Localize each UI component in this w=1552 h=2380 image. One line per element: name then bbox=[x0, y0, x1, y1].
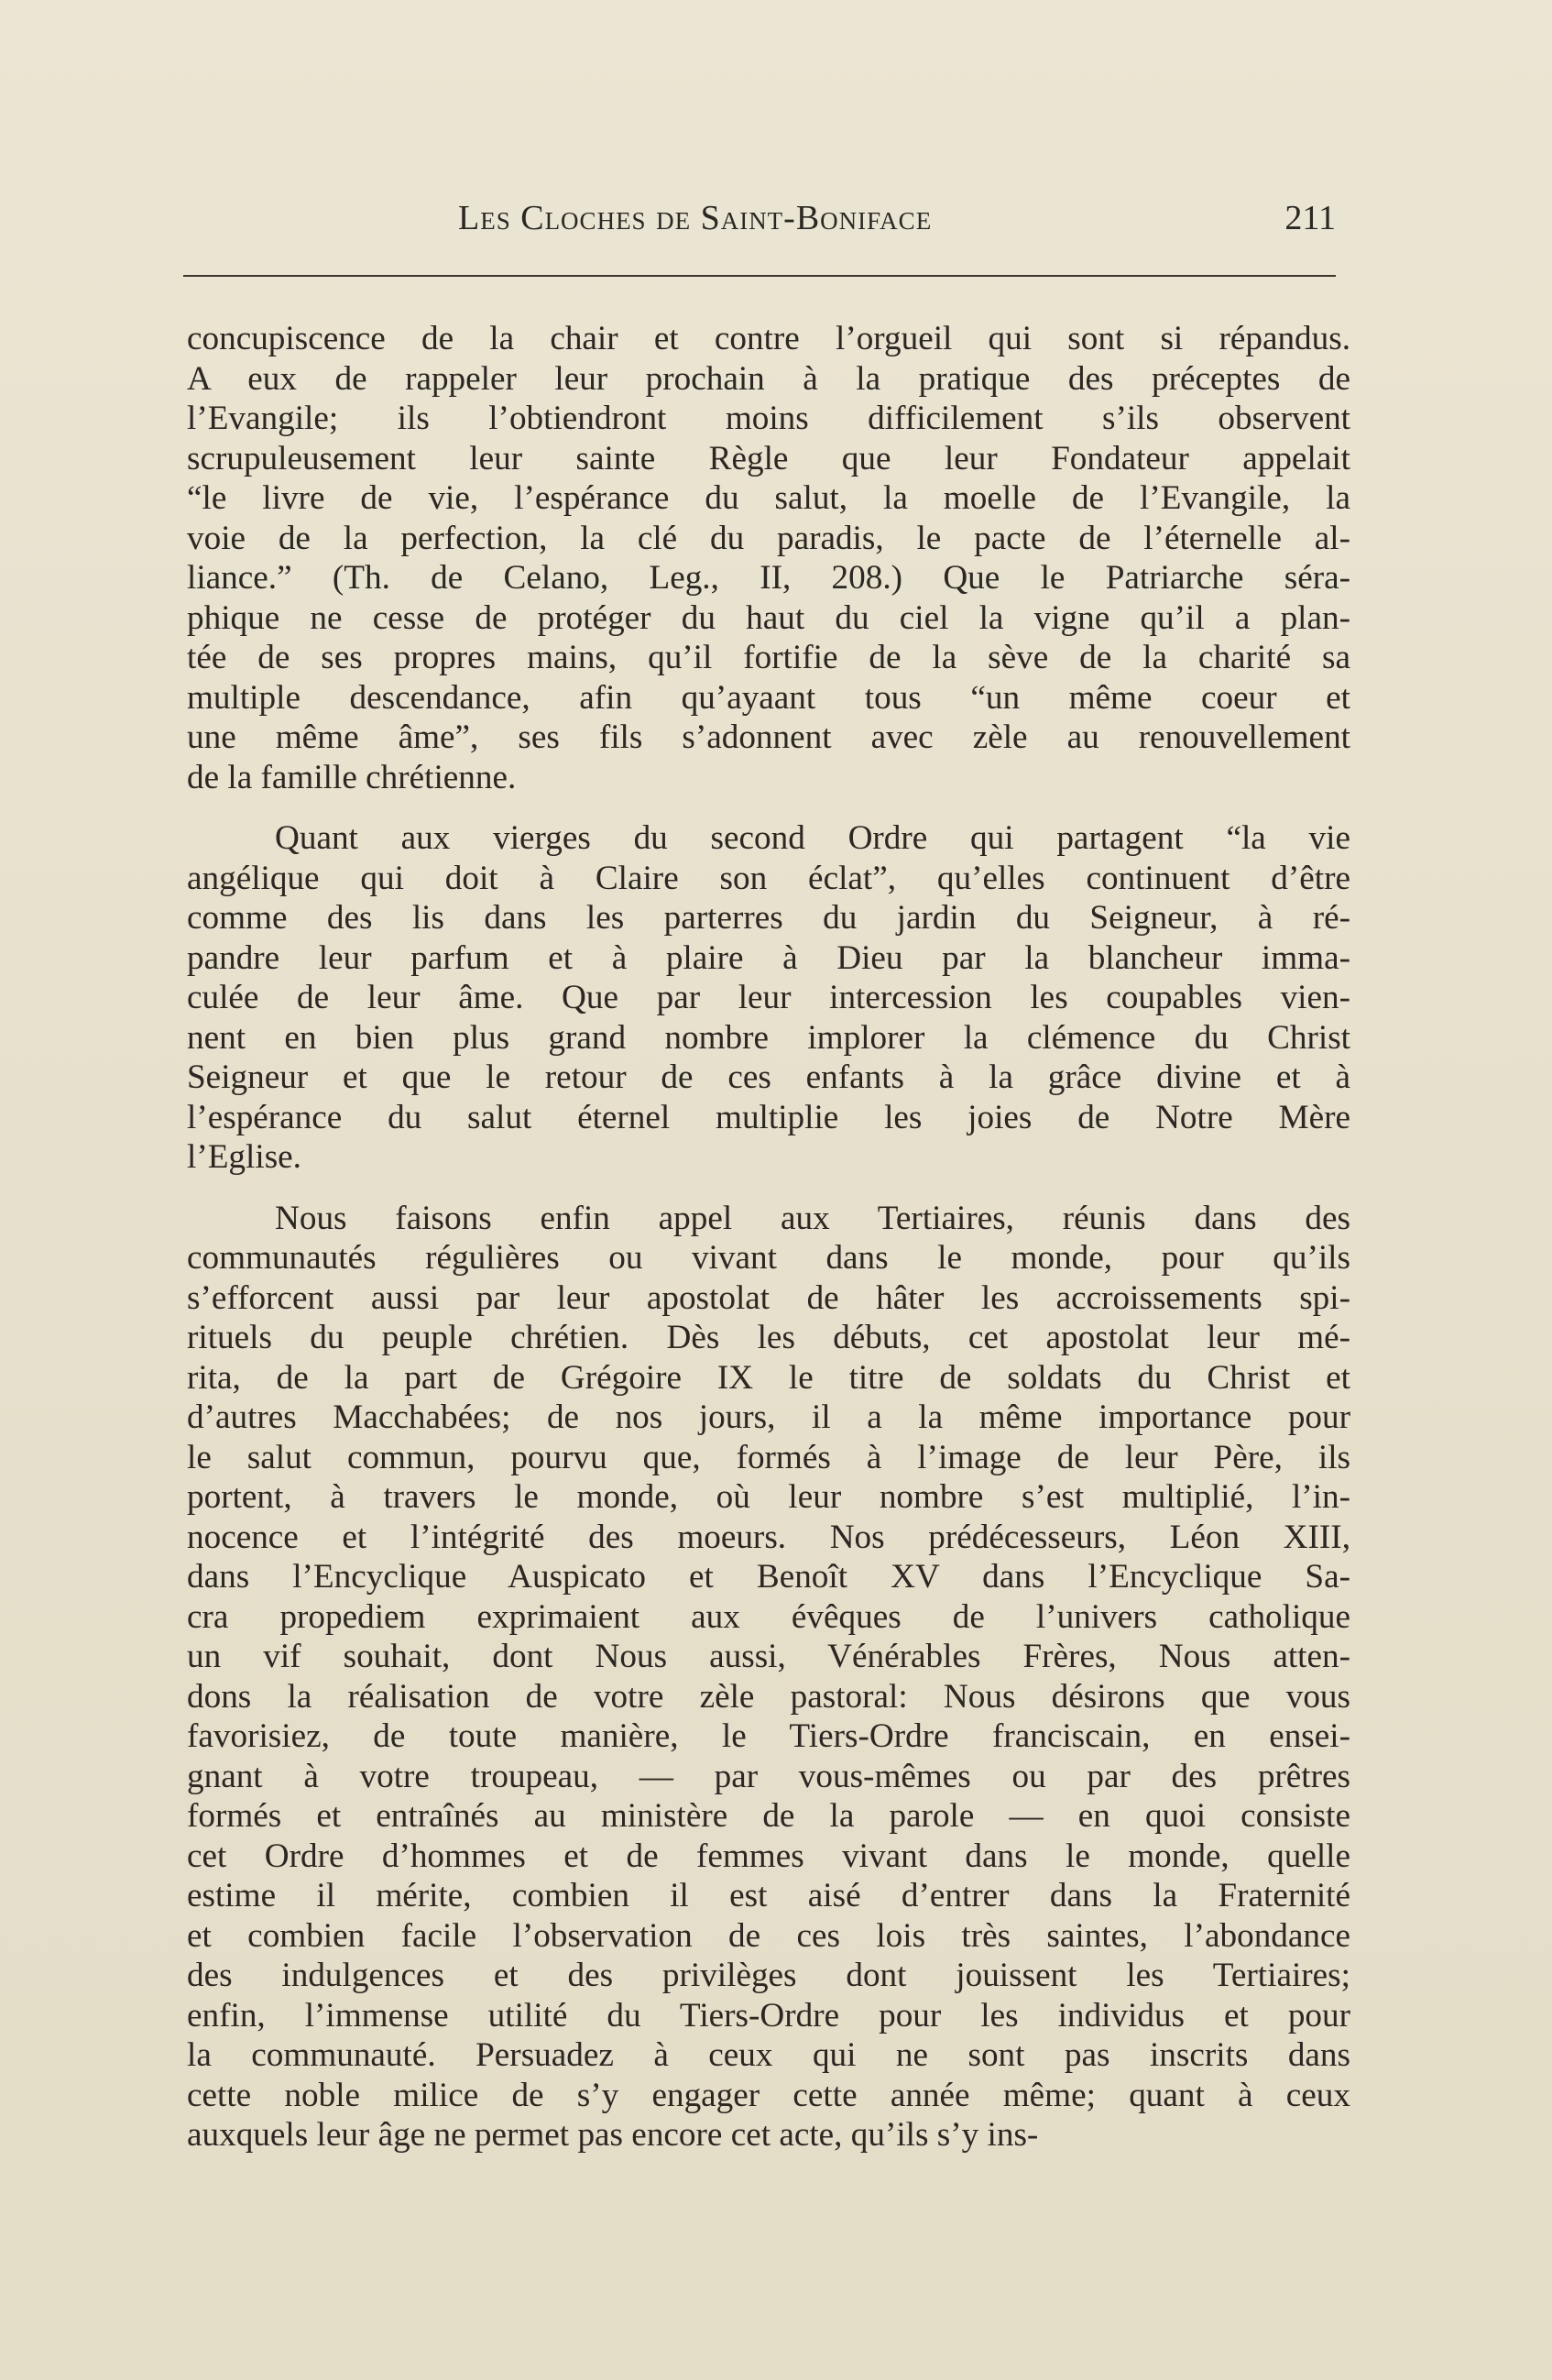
text-line: rita, de la part de Grégoire IX le titre de soldats du Christ et bbox=[187, 1358, 1350, 1397]
text-line: formés et entraînés au ministère de la parole — en quoi consiste bbox=[187, 1797, 1350, 1835]
text-line: un vif souhait, dont Nous aussi, Vénérables Frères, Nous atten- bbox=[187, 1638, 1350, 1675]
text-line: comme des lis dans les parterres du jardin du Seigneur, à ré- bbox=[187, 899, 1350, 937]
text-line: portent, à travers le monde, où leur nombre s’est multiplié, l’in- bbox=[187, 1478, 1350, 1516]
text-line: dons la réalisation de votre zèle pastoral: Nous désirons que vous bbox=[187, 1677, 1350, 1716]
text-line: rituels du peuple chrétien. Dès les débuts, cet apostolat leur mé- bbox=[187, 1319, 1350, 1356]
text-line: le salut commun, pourvu que, formés à l’image de leur Père, ils bbox=[187, 1438, 1350, 1476]
text-line: pandre leur parfum et à plaire à Dieu par la blancheur imma- bbox=[187, 938, 1350, 977]
text-line: favorisiez, de toute manière, le Tiers-Ordre franciscain, en ensei- bbox=[187, 1717, 1350, 1755]
text-line: cet Ordre d’hommes et de femmes vivant dans le monde, quelle bbox=[187, 1837, 1350, 1875]
text-line: Quant aux vierges du second Ordre qui partagent “la vie bbox=[275, 819, 1350, 857]
text-line: communautés régulières ou vivant dans le monde, pour qu’ils bbox=[187, 1239, 1350, 1277]
text-line: cette noble milice de s’y engager cette année même; quant à ceux bbox=[187, 2076, 1350, 2114]
text-line: multiple descendance, afin qu’ayaant tous “un même coeur et bbox=[187, 678, 1350, 717]
text-line: enfin, l’immense utilité du Tiers-Ordre pour les individus et pour bbox=[187, 1996, 1350, 2035]
text-line: liance.” (Th. de Celano, Leg., II, 208.) Que le Patriarche séra- bbox=[187, 559, 1350, 597]
page-header bbox=[183, 194, 1336, 249]
text-line: Seigneur et que le retour de ces enfants à la grâce divine et à bbox=[187, 1058, 1350, 1096]
text-line: d’autres Macchabées; de nos jours, il a la même importance pour bbox=[187, 1398, 1350, 1436]
text-line: la communauté. Persuadez à ceux qui ne sont pas inscrits dans bbox=[187, 2036, 1350, 2074]
text-line: Nous faisons enfin appel aux Tertiaires, réunis dans des bbox=[275, 1199, 1350, 1237]
text-line: scrupuleusement leur sainte Règle que leur Fondateur appelait bbox=[187, 439, 1350, 477]
text-line: des indulgences et des privilèges dont jouissent les Tertiaires; bbox=[187, 1957, 1350, 1994]
text-line: une même âme”, ses fils s’adonnent avec zèle au renouvellement bbox=[187, 718, 1350, 756]
text-line: auxquels leur âge ne permet pas encore cet acte, qu’ils s’y ins- bbox=[187, 2116, 1039, 2154]
text-line: angélique qui doit à Claire son éclat”, qu’elles continuent d’être bbox=[187, 859, 1350, 897]
paragraph bbox=[187, 818, 1350, 1178]
text-line: s’efforcent aussi par leur apostolat de hâter les accroissements spi- bbox=[187, 1278, 1350, 1317]
text-line: l’Evangile; ils l’obtiendront moins difficilement s’ils observent bbox=[187, 400, 1350, 437]
text-line: concupiscence de la chair et contre l’orgueil qui sont si répandus. bbox=[187, 320, 1350, 357]
text-line: A eux de rappeler leur prochain à la pratique des préceptes de bbox=[187, 359, 1350, 398]
running-title: Les Cloches de Saint-Boniface bbox=[458, 199, 933, 237]
text-line: “le livre de vie, l’espérance du salut, la moelle de l’Evangile, la bbox=[187, 479, 1350, 517]
text-line: phique ne cesse de protéger du haut du ciel la vigne qu’il a plan- bbox=[187, 598, 1350, 637]
paragraph bbox=[187, 1199, 1350, 2155]
text-line: nocence et l’intégrité des moeurs. Nos prédécesseurs, Léon XIII, bbox=[187, 1518, 1350, 1556]
text-line: culée de leur âme. Que par leur intercession les coupables vien- bbox=[187, 979, 1350, 1016]
paragraph bbox=[187, 319, 1350, 797]
text-line: dans l’Encyclique Auspicato et Benoît XV dans l’Encyclique Sa- bbox=[187, 1558, 1350, 1596]
text-line: l’Eglise. bbox=[187, 1138, 301, 1176]
body-text bbox=[187, 319, 1350, 2177]
header-rule bbox=[183, 275, 1336, 277]
text-line: cra propediem exprimaient aux évêques de l’univers catholique bbox=[187, 1597, 1350, 1636]
page-number: 211 bbox=[1284, 199, 1336, 237]
text-line: estime il mérite, combien il est aisé d’entrer dans la Fraternité bbox=[187, 1877, 1350, 1914]
text-line: et combien facile l’observation de ces lois très saintes, l’abondance bbox=[187, 1916, 1350, 1955]
text-line: nent en bien plus grand nombre implorer la clémence du Christ bbox=[187, 1018, 1350, 1057]
text-line: voie de la perfection, la clé du paradis, le pacte de l’éternelle al- bbox=[187, 519, 1350, 557]
text-line: gnant à votre troupeau, — par vous-mêmes ou par des prêtres bbox=[187, 1757, 1350, 1795]
text-line: tée de ses propres mains, qu’il fortifie de la sève de la charité sa bbox=[187, 639, 1350, 676]
text-line: de la famille chrétienne. bbox=[187, 758, 517, 796]
text-line: l’espérance du salut éternel multiplie les joies de Notre Mère bbox=[187, 1098, 1350, 1136]
